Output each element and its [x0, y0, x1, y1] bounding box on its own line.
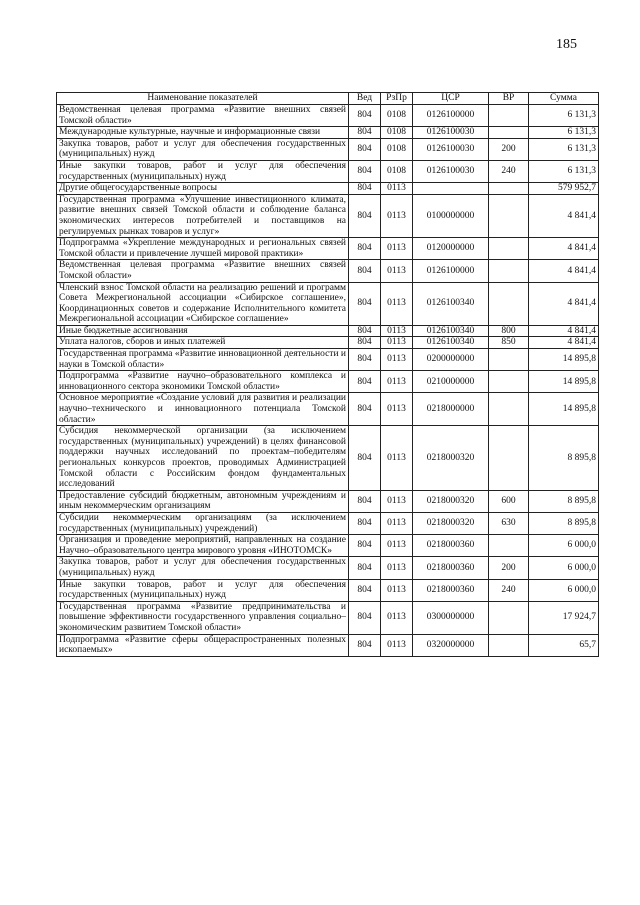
- table-row: [57, 127, 599, 139]
- row-ved: 804: [349, 512, 381, 534]
- table-row: [57, 371, 599, 393]
- row-rzpr: 0108: [381, 160, 413, 182]
- row-csr: 0300000000: [413, 601, 489, 634]
- table-row: [57, 579, 599, 601]
- row-name: Ведомственная целевая программа «Развитие внешних связей Томской области»: [57, 260, 349, 282]
- row-sum: 6 000,0: [529, 535, 599, 557]
- row-csr: 0126100000: [413, 260, 489, 282]
- row-csr: 0126100030: [413, 160, 489, 182]
- row-csr: 0126100030: [413, 138, 489, 160]
- row-vr: [489, 634, 529, 656]
- row-rzpr: 0113: [381, 260, 413, 282]
- row-rzpr: 0113: [381, 325, 413, 337]
- table-row: [57, 601, 599, 634]
- row-vr: [489, 238, 529, 260]
- row-vr: 800: [489, 325, 529, 337]
- row-csr: [413, 183, 489, 195]
- row-ved: 804: [349, 194, 381, 237]
- row-ved: 804: [349, 160, 381, 182]
- row-sum: 579 952,7: [529, 183, 599, 195]
- row-sum: 8 895,8: [529, 490, 599, 512]
- row-rzpr: 0113: [381, 512, 413, 534]
- row-name: Подпрограмма «Укрепление международных и региональных связей Томской области и привлечение лучшей мировой практики»: [57, 238, 349, 260]
- row-name: Подпрограмма «Развитие сферы общераспространенных полезных ископаемых»: [57, 634, 349, 656]
- table-row: [57, 282, 599, 325]
- row-rzpr: 0113: [381, 490, 413, 512]
- table-row: [57, 557, 599, 579]
- row-vr: [489, 282, 529, 325]
- row-csr: 0200000000: [413, 349, 489, 371]
- row-rzpr: 0113: [381, 183, 413, 195]
- table-row: [57, 349, 599, 371]
- row-sum: 4 841,4: [529, 282, 599, 325]
- budget-table: [56, 92, 599, 657]
- row-sum: 6 131,3: [529, 160, 599, 182]
- row-name: Закупка товаров, работ и услуг для обеспечения государственных (муниципальных) нужд: [57, 557, 349, 579]
- row-vr: [489, 426, 529, 491]
- row-vr: [489, 349, 529, 371]
- row-sum: 4 841,4: [529, 260, 599, 282]
- table-row: [57, 160, 599, 182]
- row-sum: 14 895,8: [529, 371, 599, 393]
- row-csr: 0218000360: [413, 557, 489, 579]
- header-name: Наименование показателей: [57, 93, 349, 105]
- row-sum: 14 895,8: [529, 349, 599, 371]
- row-name: Другие общегосударственные вопросы: [57, 183, 349, 195]
- row-csr: 0126100000: [413, 105, 489, 127]
- row-ved: 804: [349, 349, 381, 371]
- table-row: [57, 393, 599, 426]
- row-rzpr: 0113: [381, 426, 413, 491]
- row-csr: 0320000000: [413, 634, 489, 656]
- row-vr: [489, 105, 529, 127]
- table-row: [57, 535, 599, 557]
- row-vr: 850: [489, 337, 529, 349]
- row-csr: 0218000320: [413, 490, 489, 512]
- row-vr: [489, 127, 529, 139]
- row-vr: [489, 393, 529, 426]
- row-name: Организация и проведение мероприятий, направленных на создание Научно–образовательного центра мирового уровня «ИНОТОМСК»: [57, 535, 349, 557]
- table-row: [57, 337, 599, 349]
- row-name: Ведомственная целевая программа «Развитие внешних связей Томской области»: [57, 105, 349, 127]
- table-row: [57, 183, 599, 195]
- row-ved: 804: [349, 490, 381, 512]
- row-name: Международные культурные, научные и информационные связи: [57, 127, 349, 139]
- row-name: Уплата налогов, сборов и иных платежей: [57, 337, 349, 349]
- row-rzpr: 0113: [381, 634, 413, 656]
- header-ved: Вед: [349, 93, 381, 105]
- row-name: Государственная программа «Развитие инновационной деятельности и науки в Томской области»: [57, 349, 349, 371]
- row-name: Иные закупки товаров, работ и услуг для обеспечения государственных (муниципальных) нужд: [57, 160, 349, 182]
- row-ved: 804: [349, 127, 381, 139]
- row-csr: 0218000320: [413, 426, 489, 491]
- row-ved: 804: [349, 138, 381, 160]
- table-header-row: [57, 93, 599, 105]
- page-number: 185: [556, 37, 577, 52]
- row-vr: [489, 194, 529, 237]
- row-csr: 0218000320: [413, 512, 489, 534]
- row-vr: 630: [489, 512, 529, 534]
- row-sum: 4 841,4: [529, 325, 599, 337]
- row-sum: 4 841,4: [529, 194, 599, 237]
- row-csr: 0126100340: [413, 337, 489, 349]
- row-rzpr: 0113: [381, 579, 413, 601]
- row-rzpr: 0108: [381, 127, 413, 139]
- row-name: Основное мероприятие «Создание условий для развития и реализации научно–технического и инновационного потенциала Томской области»: [57, 393, 349, 426]
- header-rzpr: РзПр: [381, 93, 413, 105]
- header-vr: ВР: [489, 93, 529, 105]
- row-sum: 14 895,8: [529, 393, 599, 426]
- row-csr: 0126100340: [413, 282, 489, 325]
- row-csr: 0100000000: [413, 194, 489, 237]
- row-sum: 6 000,0: [529, 557, 599, 579]
- row-sum: 8 895,8: [529, 512, 599, 534]
- row-name: Членский взнос Томской области на реализацию решений и программ Совета Межрегиональной ассоциации «Сибирское соглашение», Координационных советов и содержание Исполнительного комитета Межрегиональной ассоциации «Сибирское соглашение»: [57, 282, 349, 325]
- row-rzpr: 0108: [381, 138, 413, 160]
- row-name: Иные закупки товаров, работ и услуг для обеспечения государственных (муниципальных) нужд: [57, 579, 349, 601]
- row-sum: 6 131,3: [529, 138, 599, 160]
- row-sum: 65,7: [529, 634, 599, 656]
- row-ved: 804: [349, 426, 381, 491]
- row-rzpr: 0113: [381, 349, 413, 371]
- row-name: Закупка товаров, работ и услуг для обеспечения государственных (муниципальных) нужд: [57, 138, 349, 160]
- row-ved: 804: [349, 393, 381, 426]
- row-sum: 8 895,8: [529, 426, 599, 491]
- row-rzpr: 0113: [381, 393, 413, 426]
- row-rzpr: 0113: [381, 557, 413, 579]
- row-name: Предоставление субсидий бюджетным, автономным учреждениям и иным некоммерческим организациям: [57, 490, 349, 512]
- row-vr: [489, 371, 529, 393]
- row-csr: 0126100030: [413, 127, 489, 139]
- row-ved: 804: [349, 634, 381, 656]
- row-rzpr: 0113: [381, 194, 413, 237]
- row-ved: 804: [349, 260, 381, 282]
- row-sum: 6 131,3: [529, 105, 599, 127]
- row-sum: 17 924,7: [529, 601, 599, 634]
- table-row: [57, 105, 599, 127]
- row-ved: 804: [349, 325, 381, 337]
- row-rzpr: 0108: [381, 105, 413, 127]
- row-vr: [489, 601, 529, 634]
- row-vr: [489, 183, 529, 195]
- row-ved: 804: [349, 282, 381, 325]
- table-row: [57, 634, 599, 656]
- row-sum: 4 841,4: [529, 337, 599, 349]
- row-vr: [489, 535, 529, 557]
- row-rzpr: 0113: [381, 371, 413, 393]
- row-rzpr: 0113: [381, 337, 413, 349]
- table-row: [57, 194, 599, 237]
- row-csr: 0218000000: [413, 393, 489, 426]
- row-name: Государственная программа «Улучшение инвестиционного климата, развитие внешних связей Томской области и соблюдение баланса экономических интересов потребителей и поставщиков на регулируемых рынках товаров и услуг»: [57, 194, 349, 237]
- row-ved: 804: [349, 601, 381, 634]
- row-vr: 200: [489, 138, 529, 160]
- table-row: [57, 490, 599, 512]
- table-row: [57, 512, 599, 534]
- row-sum: 6 000,0: [529, 579, 599, 601]
- row-ved: 804: [349, 183, 381, 195]
- row-name: Государственная программа «Развитие предпринимательства и повышение эффективности государственного управления социально–экономическим развитием Томской области»: [57, 601, 349, 634]
- row-vr: 200: [489, 557, 529, 579]
- row-ved: 804: [349, 535, 381, 557]
- row-csr: 0120000000: [413, 238, 489, 260]
- row-sum: 4 841,4: [529, 238, 599, 260]
- row-sum: 6 131,3: [529, 127, 599, 139]
- row-rzpr: 0113: [381, 601, 413, 634]
- table-body: [57, 105, 599, 657]
- table-row: [57, 238, 599, 260]
- row-vr: 600: [489, 490, 529, 512]
- row-csr: 0218000360: [413, 579, 489, 601]
- row-vr: [489, 260, 529, 282]
- table-row: [57, 260, 599, 282]
- row-name: Субсидия некоммерческой организации (за исключением государственных (муниципальных) учреждений) в целях финансовой поддержки научных исследований по проектам–победителям региональных конкурсов проектов, проводимых Администрацией Томской области с Российским фондом фундаментальных исследований: [57, 426, 349, 491]
- table-row: [57, 325, 599, 337]
- row-vr: 240: [489, 160, 529, 182]
- row-name: Субсидии некоммерческим организациям (за исключением государственных (муниципальных) учреждений): [57, 512, 349, 534]
- header-csr: ЦСР: [413, 93, 489, 105]
- row-rzpr: 0113: [381, 238, 413, 260]
- row-rzpr: 0113: [381, 282, 413, 325]
- row-ved: 804: [349, 371, 381, 393]
- row-vr: 240: [489, 579, 529, 601]
- row-ved: 804: [349, 557, 381, 579]
- row-rzpr: 0113: [381, 535, 413, 557]
- row-name: Иные бюджетные ассигнования: [57, 325, 349, 337]
- table-row: [57, 138, 599, 160]
- row-ved: 804: [349, 238, 381, 260]
- row-ved: 804: [349, 337, 381, 349]
- row-csr: 0126100340: [413, 325, 489, 337]
- row-csr: 0210000000: [413, 371, 489, 393]
- row-name: Подпрограмма «Развитие научно–образовательного комплекса и инновационного сектора экономики Томской области»: [57, 371, 349, 393]
- row-ved: 804: [349, 105, 381, 127]
- table-row: [57, 426, 599, 491]
- row-csr: 0218000360: [413, 535, 489, 557]
- header-sum: Сумма: [529, 93, 599, 105]
- row-ved: 804: [349, 579, 381, 601]
